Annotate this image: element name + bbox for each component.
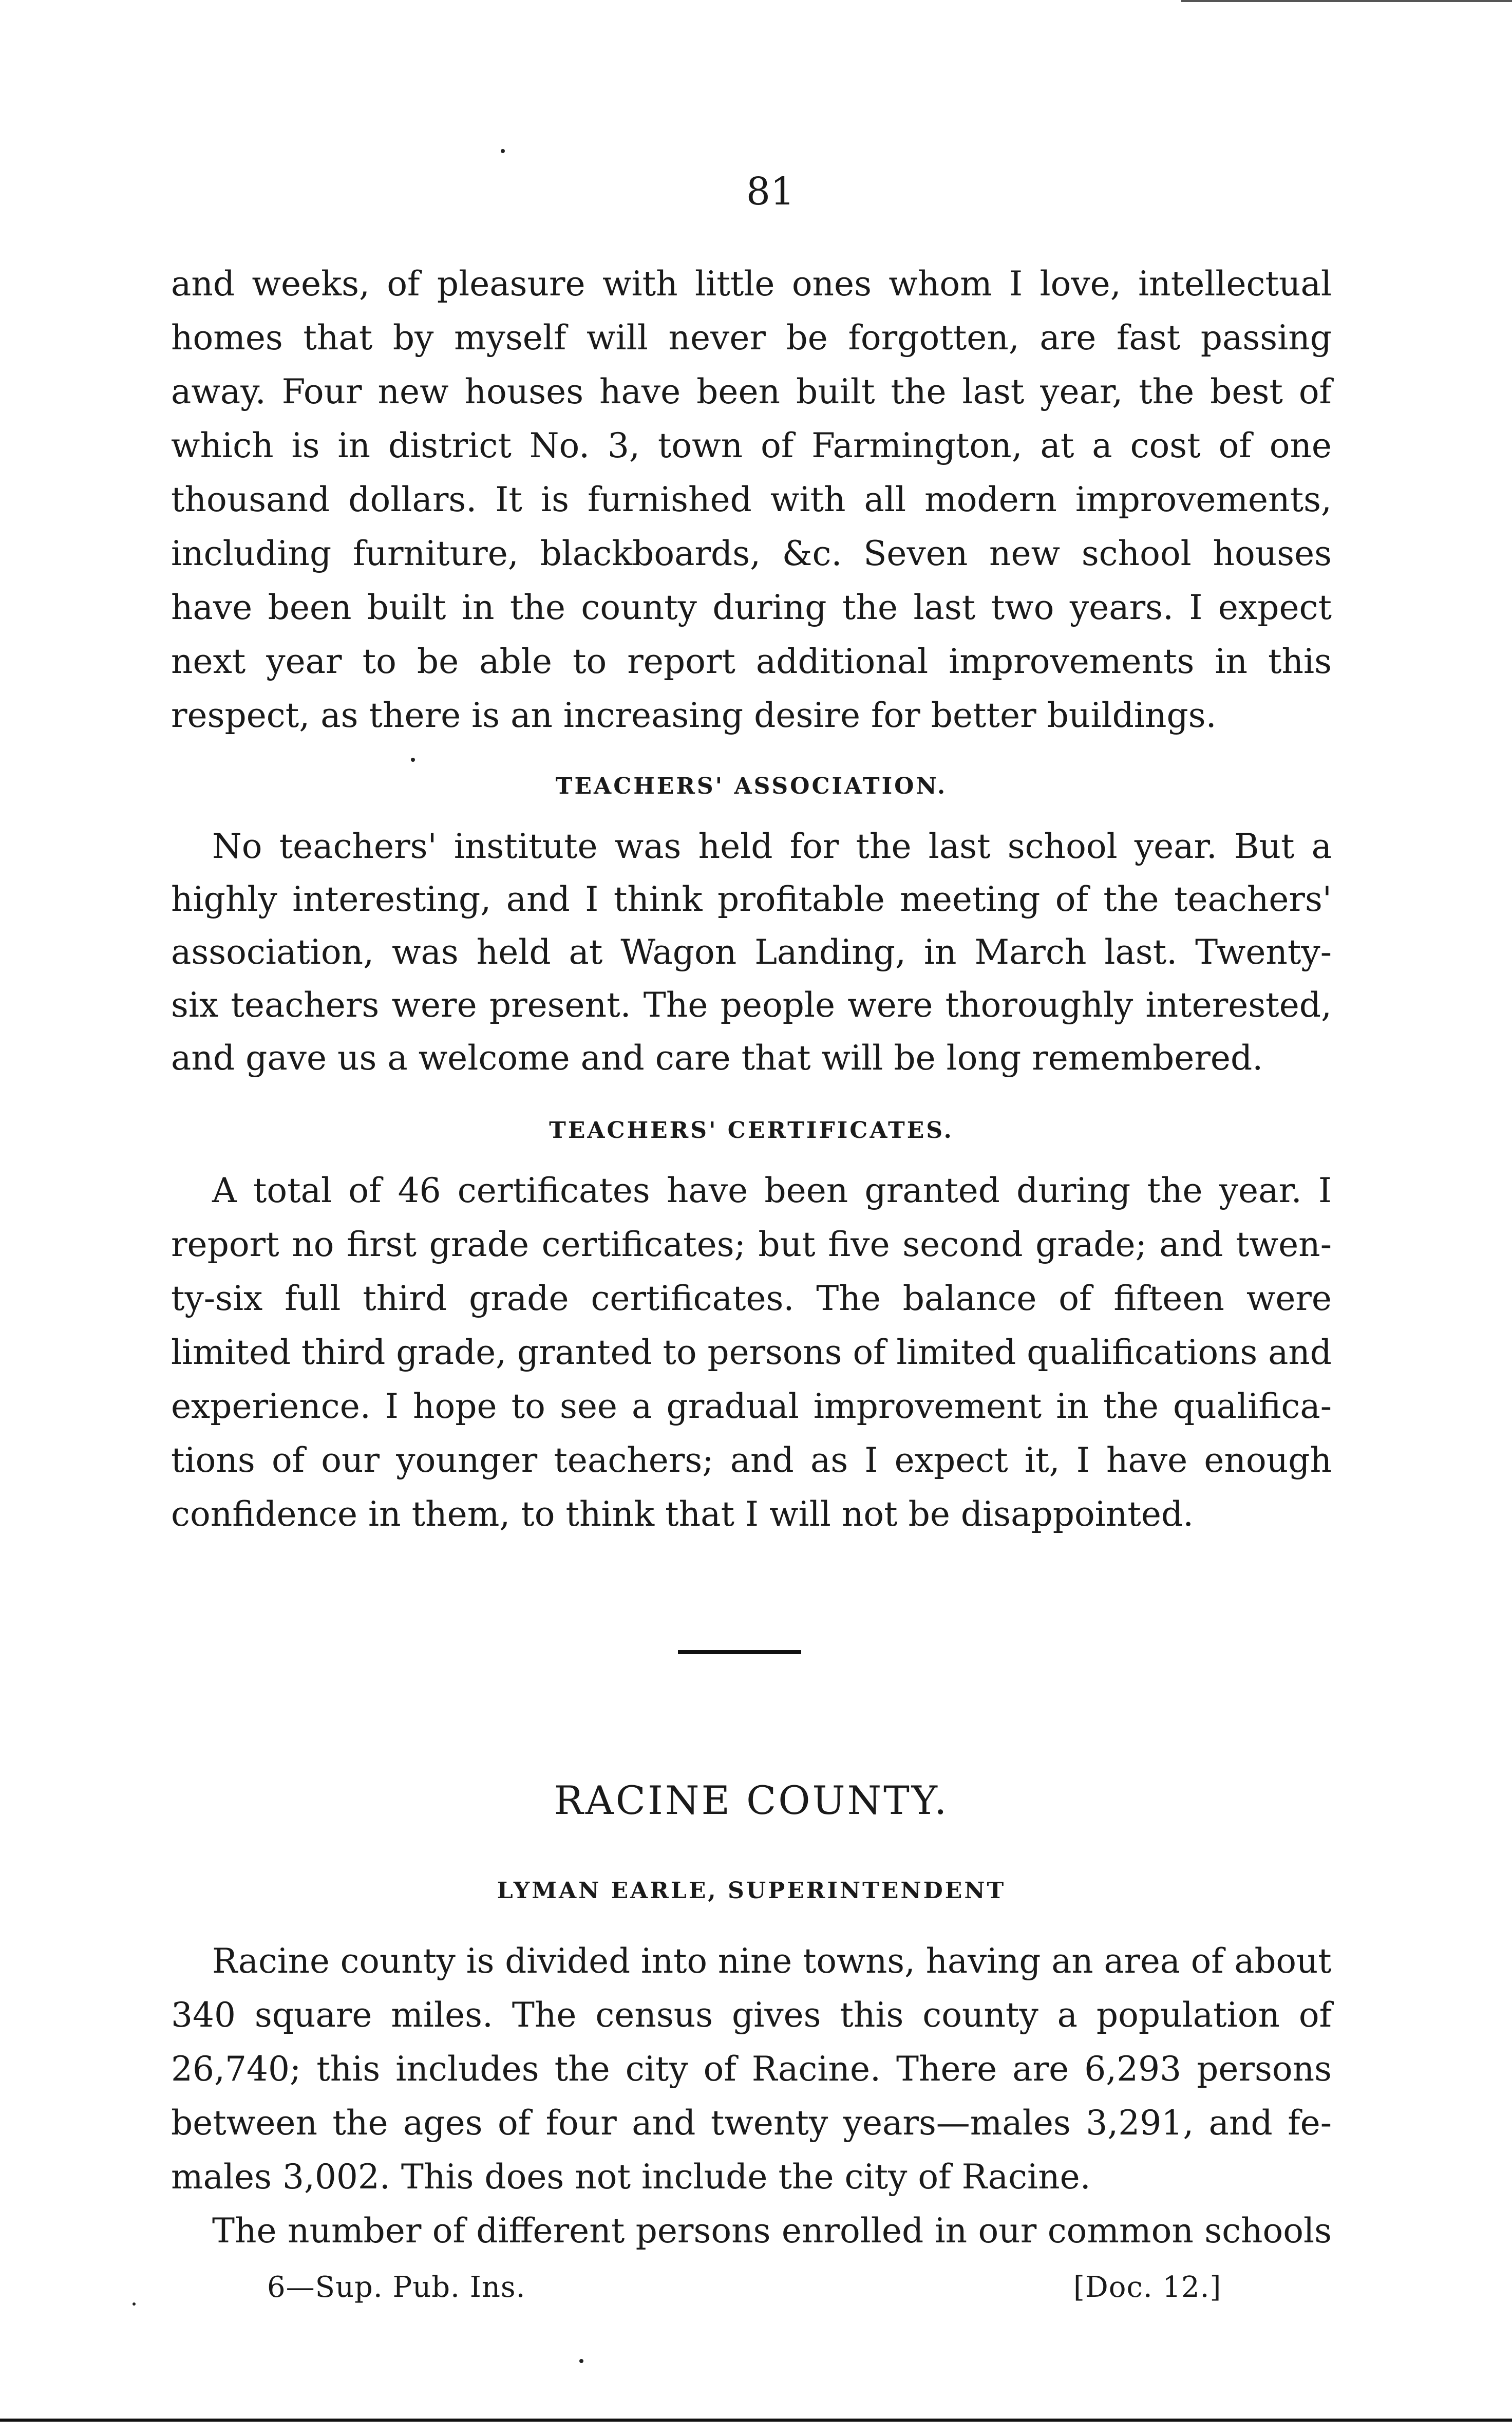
scan-speck: [133, 2302, 136, 2306]
text-line: experience. I hope to see a gradual improvement in the qualifica-: [171, 1387, 1332, 1426]
text-line: Racine county is divided into nine towns, having an area of about: [212, 1941, 1332, 1981]
text-line: six teachers were present. The people were thoroughly interested,: [171, 985, 1332, 1025]
scan-speck: [501, 149, 505, 153]
text-line: ty-six full third grade certificates. The balance of fifteen were: [171, 1279, 1332, 1318]
text-line: association, was held at Wagon Landing, in March last. Twenty-: [171, 932, 1332, 972]
text-line: highly interesting, and I think profitable meeting of the teachers': [171, 879, 1332, 919]
text-line: confidence in them, to think that I will not be disappointed.: [171, 1494, 1194, 1534]
text-line: and weeks, of pleasure with little ones whom I love, intellectual: [171, 264, 1332, 304]
footer-document-number: [Doc. 12.]: [1073, 2271, 1222, 2304]
text-line: respect, as there is an increasing desire for better buildings.: [171, 696, 1217, 735]
text-line: tions of our younger teachers; and as I expect it, I have enough: [171, 1440, 1332, 1480]
text-line: limited third grade, granted to persons of limited qualifications and: [171, 1333, 1332, 1372]
text-line: next year to be able to report additional improvements in this: [171, 642, 1332, 681]
text-line: homes that by myself will never be forgotten, are fast passing: [171, 318, 1332, 358]
text-line: males 3,002. This does not include the city of Racine.: [171, 2157, 1091, 2197]
footer-signature-mark: 6—Sup. Pub. Ins.: [267, 2271, 526, 2304]
section-heading-association: TEACHERS' ASSOCIATION.: [555, 773, 948, 799]
bottom-edge-rule: [0, 2419, 1512, 2422]
text-line: 340 square miles. The census gives this county a population of: [171, 1995, 1332, 2035]
text-line: 26,740; this includes the city of Racine. There are 6,293 persons: [171, 2049, 1332, 2089]
section-separator-rule: [678, 1650, 801, 1654]
text-line: including furniture, blackboards, &c. Seven new school houses: [171, 534, 1332, 573]
text-line: away. Four new houses have been built the last year, the best of: [171, 372, 1332, 411]
section-heading-certificates: TEACHERS' CERTIFICATES.: [549, 1117, 954, 1144]
text-line: have been built in the county during the last two years. I expect: [171, 588, 1332, 627]
text-line: A total of 46 certificates have been granted during the year. I: [212, 1171, 1332, 1210]
text-line: between the ages of four and twenty years—males 3,291, and fe-: [171, 2103, 1332, 2143]
text-line: thousand dollars. It is furnished with all modern improvements,: [171, 480, 1332, 519]
county-title: RACINE COUNTY.: [554, 1777, 949, 1823]
top-edge-rule: [1181, 0, 1512, 2]
text-line: and gave us a welcome and care that will be long remembered.: [171, 1038, 1263, 1078]
superintendent-name: LYMAN EARLE, SUPERINTENDENT: [497, 1878, 1006, 1904]
text-line: No teachers' institute was held for the last school year. But a: [212, 827, 1332, 866]
text-line: which is in district No. 3, town of Farmington, at a cost of one: [171, 426, 1332, 465]
scan-speck: [411, 758, 415, 762]
page-number: 81: [746, 170, 795, 214]
text-line: The number of different persons enrolled in our common schools: [212, 2211, 1332, 2251]
scan-speck: [579, 2359, 583, 2363]
text-line: report no first grade certificates; but five second grade; and twen-: [171, 1225, 1332, 1264]
